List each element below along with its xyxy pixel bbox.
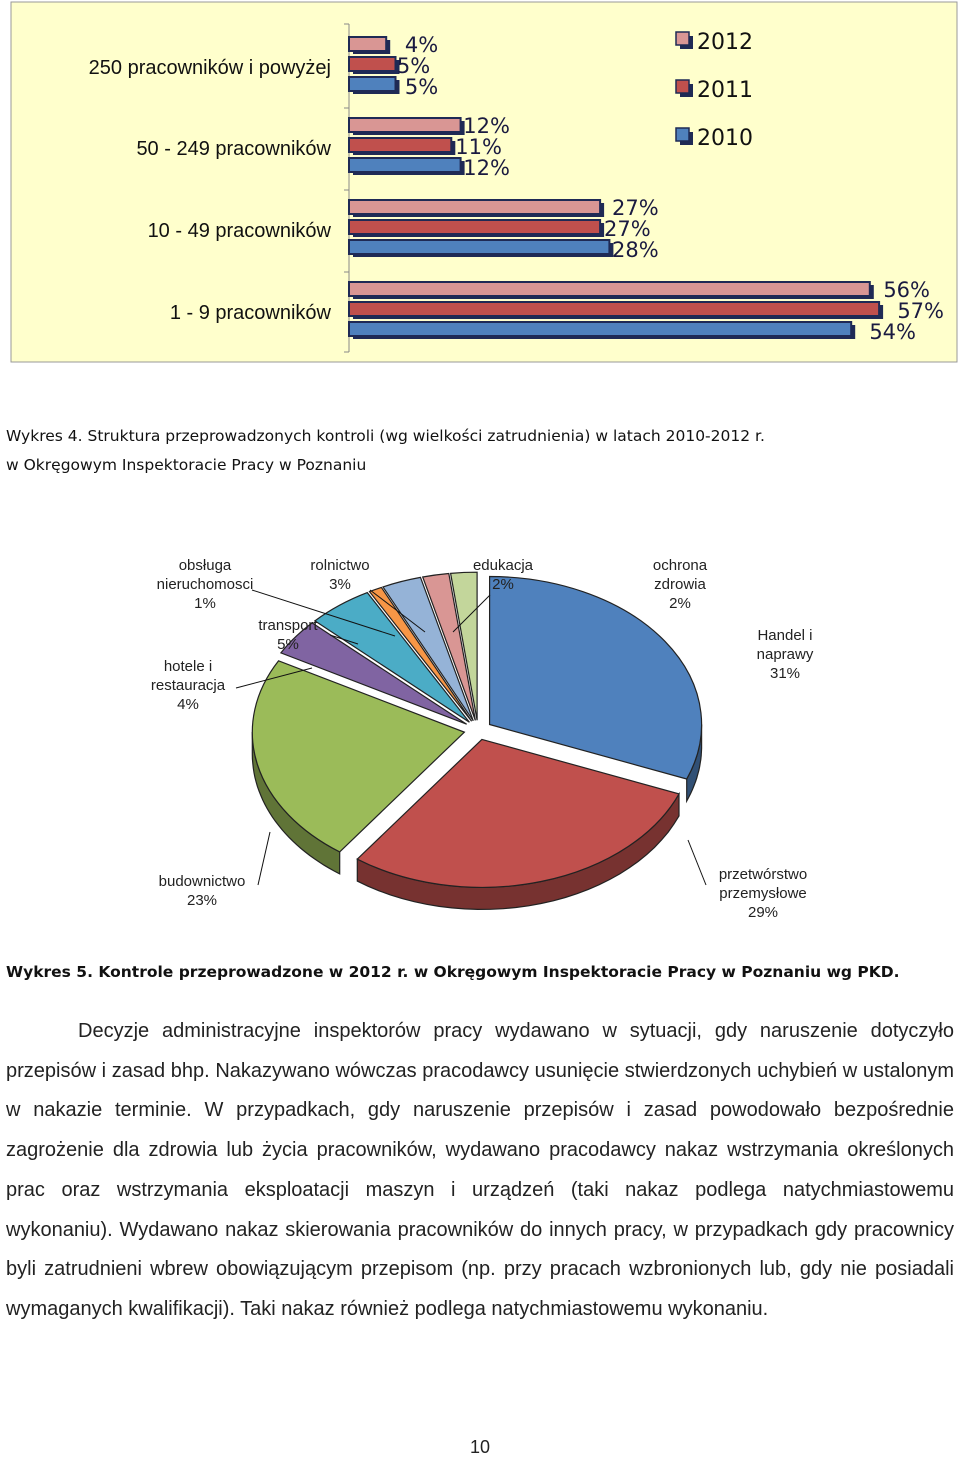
category-label: 50 - 249 pracowników: [136, 138, 331, 160]
data-label: 5%: [404, 75, 439, 99]
data-label: 11%: [455, 135, 502, 159]
bar: [349, 282, 870, 296]
data-label: 12%: [463, 156, 510, 180]
data-label: 28%: [612, 238, 659, 262]
slice-percent: 29%: [747, 904, 779, 921]
slice-label: zdrowia: [654, 576, 706, 593]
data-label: 54%: [869, 320, 916, 344]
legend-swatch: [676, 32, 689, 45]
chart-caption-line2: w Okręgowym Inspektoracie Pracy w Poznaniu: [6, 456, 367, 474]
data-label: 56%: [883, 278, 930, 302]
legend-label: 2010: [697, 126, 753, 151]
body-paragraph: [6, 1012, 954, 1330]
slice-label: ochrona: [652, 557, 708, 574]
leader-line: [258, 832, 270, 885]
data-label: 4%: [404, 33, 439, 57]
paragraph-text: Decyzje administracyjne inspektorów pracy wydawano w sytuacji, gdy naruszenie dotyczyło przepisów i zasad bhp. Nakazywano wówczas pracodawcy usunięcie stwierdzonych uchybień w ustalonym w nakazie terminie. W przypadkach, gdy naruszenie przepisów i zasad powodowało bezpośrednie zagrożenie dla zdrowia lub życia pracowników, wydawano pracodawcy nakaz wstrzymania określonych prac oraz wstrzymania eksploatacji maszyn i urządzeń (taki nakaz podlega natychmiastowemu wykonaniu). Wydawano nakaz skierowania pracowników do innych pracy, w przypadkach gdy pracownicy byli zatrudnieni wbrew obowiązującym przepisom (np. przy pracach wzbronionych lub, gdy nie posiadali wymaganych kwalifikacji). Taki nakaz również podlega natychmiastowemu wykonaniu.: [6, 1020, 954, 1320]
legend-label: 2011: [697, 78, 753, 103]
data-label: 27%: [604, 217, 651, 241]
slice-label: naprawy: [756, 646, 814, 663]
slice-percent: 1%: [194, 595, 216, 612]
legend-label: 2012: [697, 30, 753, 55]
slice-label: rolnictwo: [310, 557, 370, 574]
slice-label: restauracja: [150, 677, 226, 694]
slice-percent: 2%: [492, 576, 514, 593]
bar: [349, 302, 879, 316]
leader-line: [688, 840, 706, 885]
data-label: 57%: [897, 299, 944, 323]
slice-label: hotele i: [163, 658, 213, 675]
slice-percent: 23%: [186, 892, 218, 909]
bar: [349, 57, 396, 71]
category-label: 1 - 9 pracowników: [169, 302, 331, 324]
bar: [349, 37, 386, 51]
chart-caption-line1: Wykres 4. Struktura przeprowadzonych kontroli (wg wielkości zatrudnienia) w latach 2010-2012 r.: [6, 427, 765, 445]
slice-label: przemysłowe: [719, 885, 807, 902]
bar: [349, 200, 600, 214]
bar: [349, 77, 396, 91]
page-number: 10: [469, 1437, 491, 1457]
legend-swatch: [676, 80, 689, 93]
slice-label: nieruchomosci: [156, 576, 254, 593]
slice-label: obsługa: [178, 557, 232, 574]
data-label: 12%: [463, 114, 510, 138]
legend-swatch: [676, 128, 689, 141]
slice-percent: 2%: [669, 595, 691, 612]
chart-caption-pkd: Wykres 5. Kontrole przeprowadzone w 2012 r. w Okręgowym Inspektoracie Pracy w Poznaniu wg PKD.: [6, 963, 900, 981]
bar: [349, 158, 461, 172]
bar: [349, 118, 461, 132]
data-label: 5%: [396, 54, 431, 78]
bar: [349, 240, 609, 254]
slice-percent: 3%: [329, 576, 351, 593]
slice-percent: 31%: [769, 665, 801, 682]
bar: [349, 138, 451, 152]
category-label: 250 pracowników i powyżej: [88, 57, 331, 79]
category-label: 10 - 49 pracowników: [147, 220, 331, 242]
bar: [349, 322, 851, 336]
slice-label: transport: [258, 617, 318, 634]
slice-label: edukacja: [472, 557, 534, 574]
slice-percent: 4%: [177, 696, 199, 713]
slice-percent: 5%: [277, 636, 299, 653]
slice-label: przetwórstwo: [718, 866, 808, 883]
bar: [349, 220, 600, 234]
data-label: 27%: [612, 196, 659, 220]
bar-chart-employment-size: [0, 0, 960, 380]
slice-label: budownictwo: [158, 873, 246, 890]
slice-label: Handel i: [757, 627, 813, 644]
pie-chart-pkd: [0, 540, 960, 950]
